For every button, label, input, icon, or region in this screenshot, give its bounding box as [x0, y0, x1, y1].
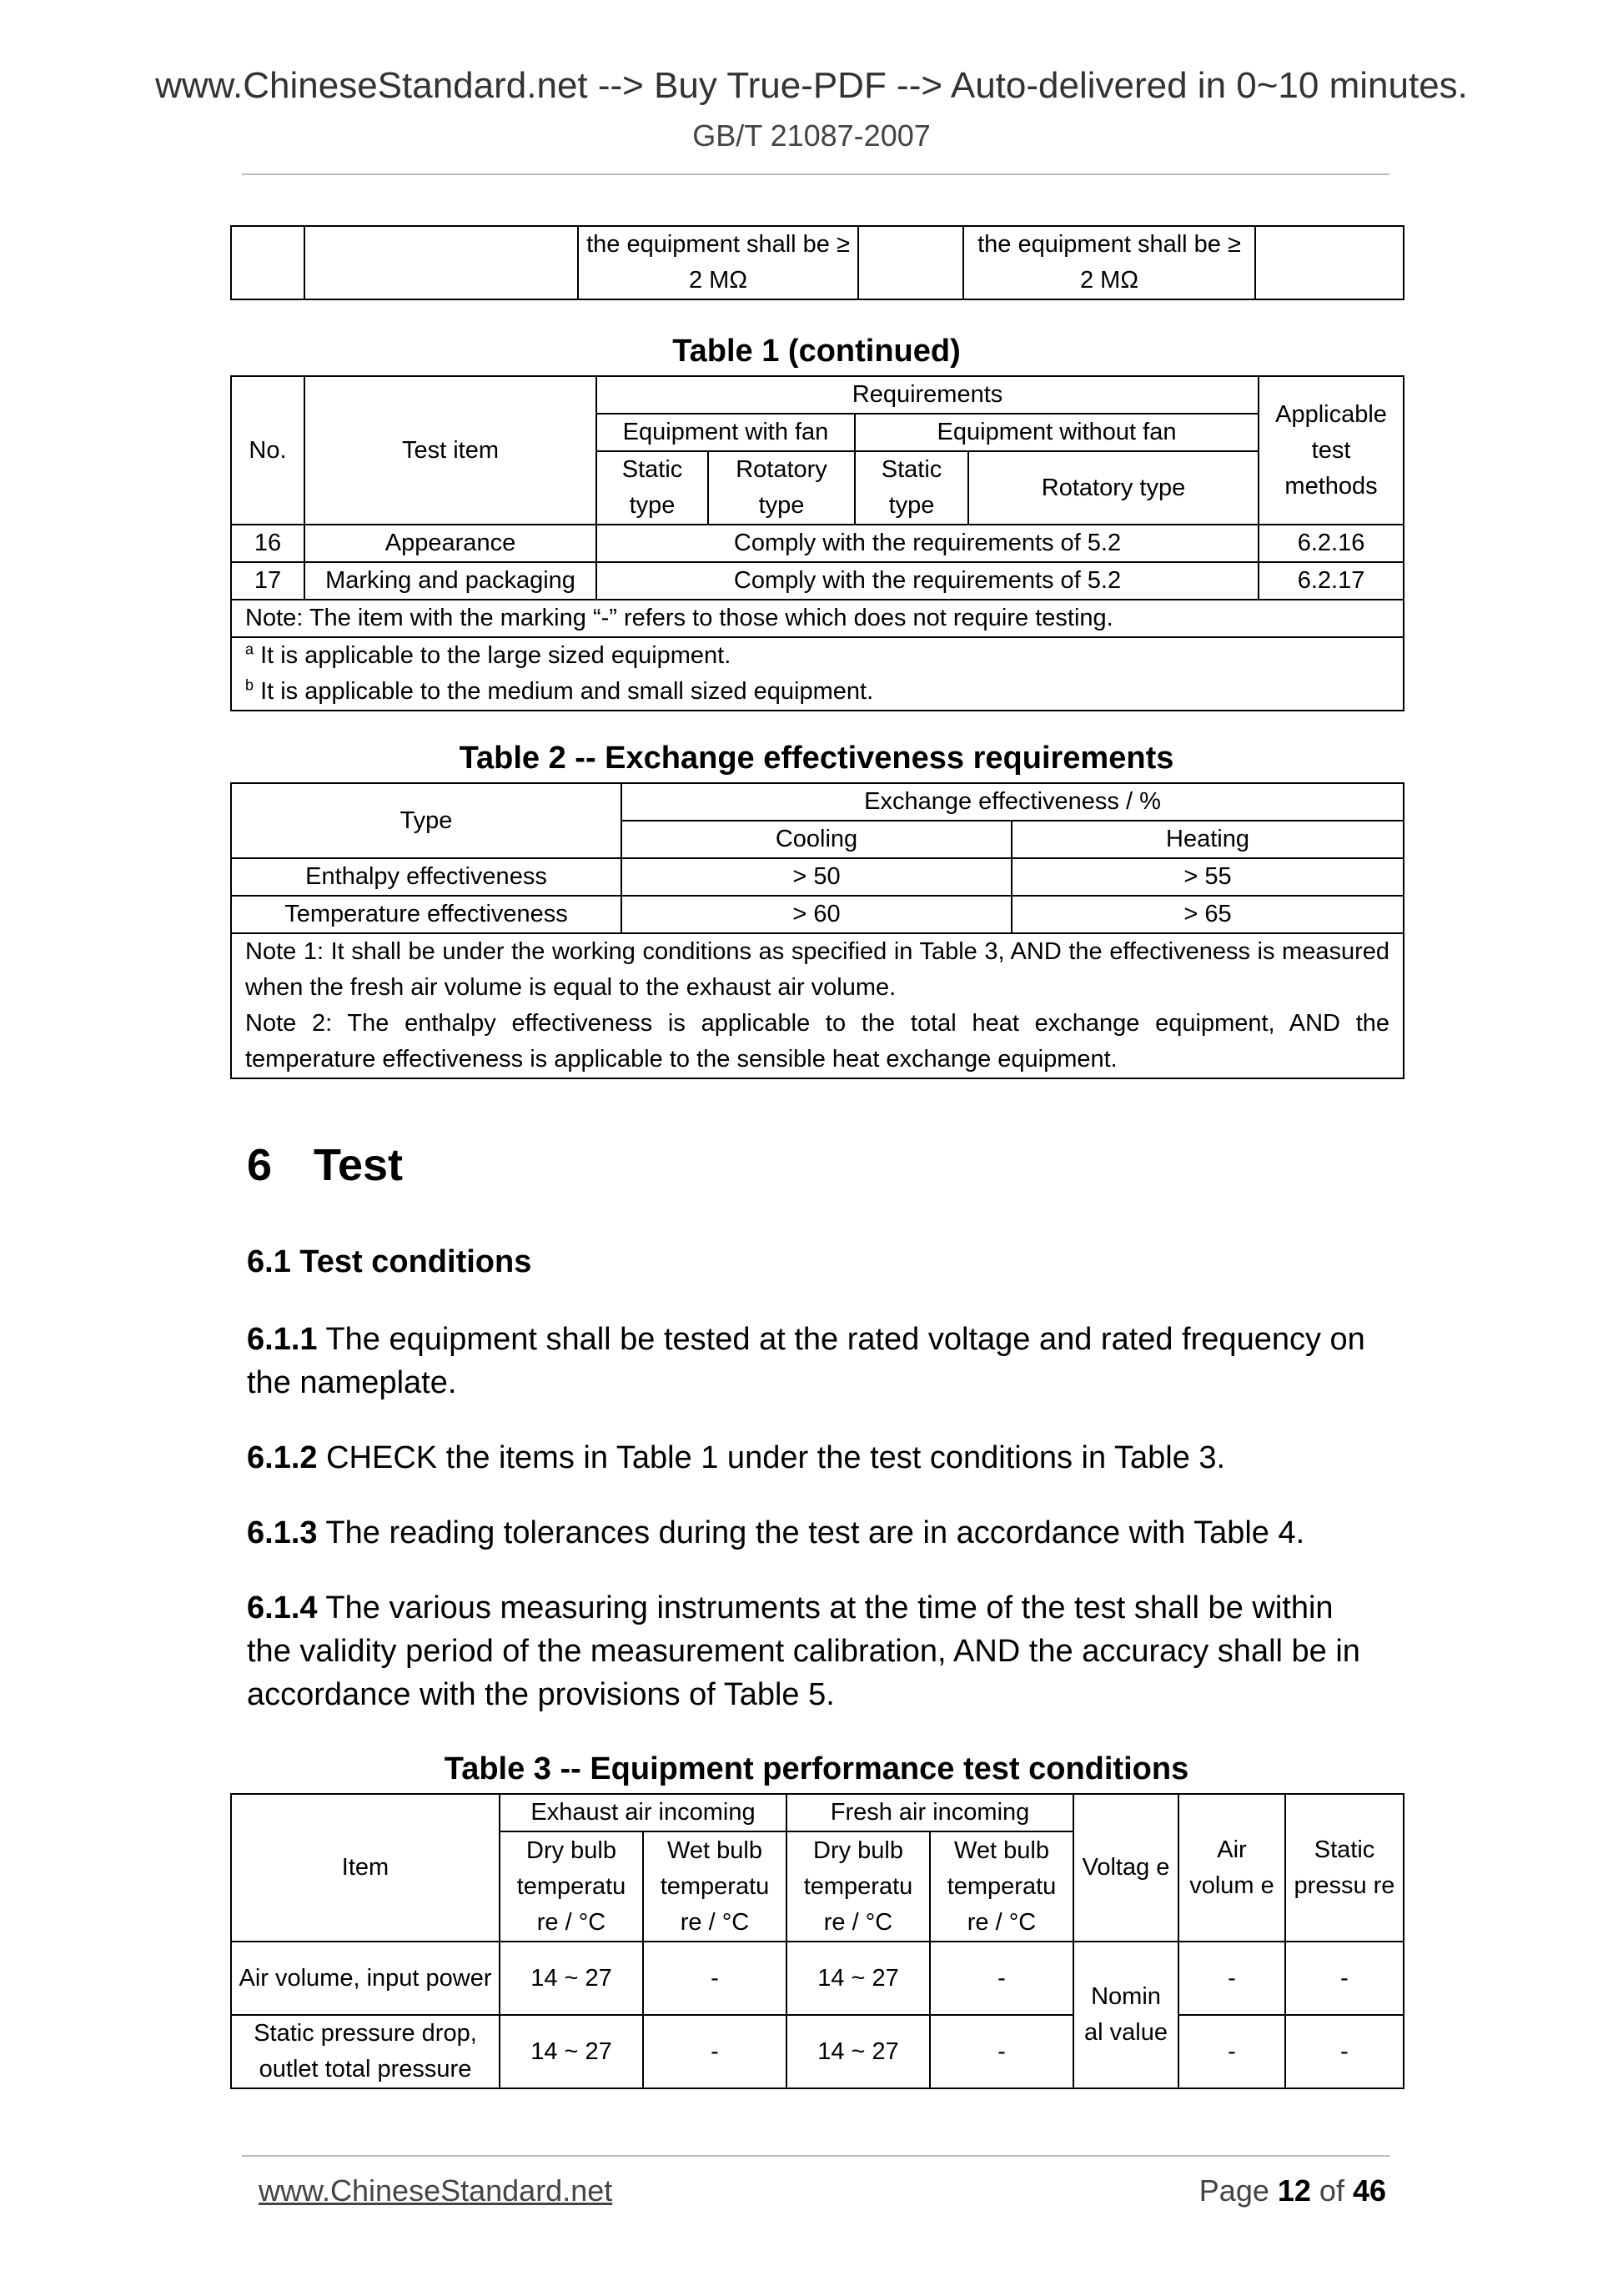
cell-fresh-wet: - — [930, 2015, 1073, 2088]
header-banner[interactable]: www.ChineseStandard.net --> Buy True-PDF --> Auto-delivered in 0~10 minutes. — [155, 65, 1468, 106]
clause-number: 6.1.1 — [247, 1322, 318, 1357]
page-total: 46 — [1352, 2173, 1386, 2208]
cell-no: 17 — [231, 562, 304, 600]
cell-heating: > 55 — [1012, 858, 1404, 896]
col-header-exhaust: Exhaust air incoming — [500, 1794, 786, 1831]
col-header-rotatory-type: Rotatory type — [968, 451, 1259, 525]
cell-fresh-dry: 14 ~ 27 — [786, 1942, 930, 2015]
fragment-cell — [858, 226, 963, 299]
footer-divider — [242, 2155, 1389, 2157]
table1-footnotes — [231, 637, 1404, 711]
cell-voltage: Nomin al value — [1073, 1942, 1178, 2088]
table-row — [231, 858, 1404, 896]
section-title: Test — [314, 1140, 404, 1190]
paragraph — [247, 1586, 1385, 1716]
col-header-static-type: Static type — [596, 451, 708, 525]
cell-exh-wet: - — [643, 1942, 786, 2015]
cell-exh-dry: 14 ~ 27 — [500, 2015, 643, 2088]
col-header-wet-bulb: Wet bulb temperatu re / °C — [930, 1831, 1073, 1942]
table2-note-1: Note 1: It shall be under the working conditions as specified in Table 3, AND the effectiveness is measured when the fresh air volume is equal to the exhaust air volume. — [245, 938, 1390, 1001]
fragment-cell — [1255, 226, 1404, 299]
fragment-cell: the equipment shall be ≥ 2 MΩ — [963, 226, 1255, 299]
cell-exh-dry: 14 ~ 27 — [500, 1942, 643, 2015]
cell-no: 16 — [231, 525, 304, 562]
cell-fresh-dry: 14 ~ 27 — [786, 2015, 930, 2088]
page-prefix: Page — [1198, 2173, 1278, 2208]
paragraph — [247, 1318, 1385, 1404]
cell-air-volume: - — [1178, 1942, 1285, 2015]
table2 — [230, 782, 1404, 1079]
col-header-no: No. — [231, 376, 304, 525]
clause-text: CHECK the items in Table 1 under the test conditions in Table 3. — [317, 1440, 1226, 1475]
col-header-type: Type — [231, 783, 621, 858]
cell-static-pressure: - — [1285, 1942, 1404, 2015]
col-header-rotatory-type: Rotatory type — [708, 451, 855, 525]
cell-item: Air volume, input power — [231, 1942, 500, 2015]
fragment-cell — [231, 226, 304, 299]
cell-method: 6.2.17 — [1259, 562, 1404, 600]
col-header-dry-bulb: Dry bulb temperatu re / °C — [786, 1831, 930, 1942]
cell-heating: > 65 — [1012, 896, 1404, 933]
fragment-cell: the equipment shall be ≥ 2 MΩ — [578, 226, 858, 299]
footnote-a-mark: a — [245, 641, 254, 658]
col-header-exchange: Exchange effectiveness / % — [621, 783, 1404, 821]
clause-text: The reading tolerances during the test are in accordance with Table 4. — [317, 1515, 1305, 1550]
col-header-with-fan: Equipment with fan — [596, 414, 855, 451]
table-row — [231, 562, 1404, 600]
col-header-test-item: Test item — [304, 376, 596, 525]
col-header-static-pressure: Static pressu re — [1285, 1794, 1404, 1942]
fragment-cell — [304, 226, 578, 299]
col-header-applicable: Applicable test methods — [1259, 376, 1404, 525]
subsection-heading: 6.1 Test conditions — [247, 1244, 532, 1279]
page-indicator — [1199, 2173, 1386, 2208]
footer-link[interactable]: www.ChineseStandard.net — [259, 2173, 613, 2208]
table-row — [231, 1942, 1404, 2015]
page-of: of — [1310, 2173, 1353, 2208]
col-header-without-fan: Equipment without fan — [855, 414, 1259, 451]
clause-number: 6.1.2 — [247, 1440, 318, 1475]
footnote-b: It is applicable to the medium and small sized equipment. — [254, 678, 874, 705]
table2-note-2: Note 2: The enthalpy effectiveness is applicable to the total heat exchange equipment, AND the temperature effectiveness is applicable to the sensible heat exchange equipment. — [245, 1010, 1390, 1073]
table1-note: Note: The item with the marking “-” refers to those which does not require testing. — [231, 600, 1404, 637]
cell-cooling: > 60 — [621, 896, 1012, 933]
col-header-voltage: Voltag e — [1073, 1794, 1178, 1942]
paragraph — [247, 1436, 1385, 1480]
col-header-static-type: Static type — [855, 451, 968, 525]
clause-number: 6.1.3 — [247, 1515, 318, 1550]
table-row — [231, 2015, 1404, 2088]
table2-notes — [231, 933, 1404, 1078]
col-header-cooling: Cooling — [621, 821, 1012, 858]
table-row — [231, 525, 1404, 562]
standard-number: GB/T 21087-2007 — [692, 118, 931, 153]
header-divider — [242, 173, 1389, 175]
footnote-b-mark: b — [245, 676, 254, 694]
col-header-fresh: Fresh air incoming — [786, 1794, 1073, 1831]
table3-caption: Table 3 -- Equipment performance test conditions — [444, 1751, 1189, 1786]
clause-number: 6.1.4 — [247, 1590, 318, 1625]
cell-item: Appearance — [304, 525, 596, 562]
clause-text: The equipment shall be tested at the rated voltage and rated frequency on the nameplate. — [247, 1322, 1365, 1400]
cell-air-volume: - — [1178, 2015, 1285, 2088]
cell-static-pressure: - — [1285, 2015, 1404, 2088]
col-header-wet-bulb: Wet bulb temperatu re / °C — [643, 1831, 786, 1942]
cell-type: Temperature effectiveness — [231, 896, 621, 933]
table1-caption: Table 1 (continued) — [672, 334, 961, 369]
page-current: 12 — [1277, 2173, 1311, 2208]
col-header-air-volume: Air volum e — [1178, 1794, 1285, 1942]
cell-item: Static pressure drop, outlet total pressure — [231, 2015, 500, 2088]
cell-item: Marking and packaging — [304, 562, 596, 600]
col-header-heating: Heating — [1012, 821, 1404, 858]
cell-cooling: > 50 — [621, 858, 1012, 896]
clause-text: The various measuring instruments at the time of the test shall be within the validity period of the measurement calibration, AND the accuracy shall be in accordance with the provisions of Table 5. — [247, 1590, 1360, 1712]
col-header-dry-bulb: Dry bulb temperatu re / °C — [500, 1831, 643, 1942]
cell-fresh-wet: - — [930, 1942, 1073, 2015]
cell-exh-wet: - — [643, 2015, 786, 2088]
cell-type: Enthalpy effectiveness — [231, 858, 621, 896]
section-heading — [247, 1139, 403, 1191]
table1-fragment — [230, 225, 1404, 300]
table-row — [231, 896, 1404, 933]
footnote-a: It is applicable to the large sized equipment. — [254, 642, 731, 669]
section-number: 6 — [247, 1140, 273, 1190]
table2-caption: Table 2 -- Exchange effectiveness requirements — [459, 741, 1174, 776]
table3 — [230, 1793, 1404, 2089]
cell-method: 6.2.16 — [1259, 525, 1404, 562]
cell-requirement: Comply with the requirements of 5.2 — [596, 525, 1259, 562]
col-header-item: Item — [231, 1794, 500, 1942]
paragraph — [247, 1511, 1385, 1555]
table1 — [230, 375, 1404, 711]
col-header-requirements: Requirements — [596, 376, 1259, 414]
cell-requirement: Comply with the requirements of 5.2 — [596, 562, 1259, 600]
